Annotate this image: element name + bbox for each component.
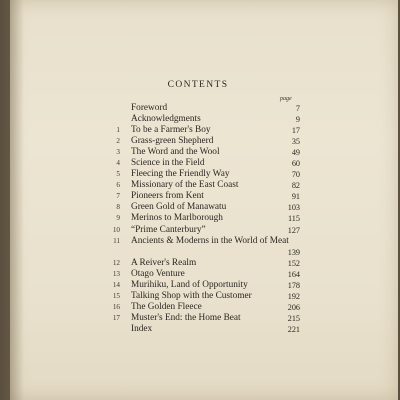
toc-entry <box>98 169 300 180</box>
chapter-page: 91 <box>291 192 300 202</box>
chapter-title: The Word and the Wool <box>131 147 220 158</box>
chapter-number: 6 <box>116 181 120 190</box>
chapter-title: Otago Venture <box>131 268 185 279</box>
chapter-number: 13 <box>112 269 120 278</box>
chapter-page: 215 <box>287 313 300 323</box>
chapter-title: Acknowledgments <box>131 114 201 125</box>
chapter-number: 14 <box>112 280 120 289</box>
chapter-title: To be a Farmer's Boy <box>131 125 211 136</box>
chapter-page: 139 <box>287 247 300 257</box>
chapter-number: 5 <box>116 170 120 179</box>
toc-entry <box>98 125 300 136</box>
toc-entry <box>98 258 300 269</box>
chapter-page: 178 <box>287 280 300 290</box>
chapter-title: Science in the Field <box>131 158 205 169</box>
chapter-number: 16 <box>112 302 120 311</box>
chapter-title: Missionary of the East Coast <box>131 180 239 191</box>
chapter-title: The Golden Fleece <box>131 301 202 312</box>
chapter-page: 192 <box>287 291 300 301</box>
chapter-title: Pioneers from Kent <box>131 191 204 202</box>
chapter-page: 164 <box>287 269 300 279</box>
toc-entry <box>98 291 300 302</box>
chapter-title: Talking Shop with the Customer <box>131 290 252 301</box>
chapter-page: 206 <box>287 302 300 312</box>
chapter-title: Merinos to Marlborough <box>131 213 223 224</box>
toc-entry <box>98 225 300 236</box>
toc-entry <box>98 114 300 125</box>
chapter-page: 82 <box>291 181 300 191</box>
chapter-number: 12 <box>112 258 120 267</box>
toc-entry <box>98 202 300 213</box>
book-page <box>10 0 398 400</box>
toc-entry <box>98 191 300 202</box>
chapter-number: 9 <box>116 214 120 223</box>
chapter-title: Murihiku, Land of Opportunity <box>131 279 248 290</box>
chapter-page: 17 <box>291 126 300 136</box>
toc-entry <box>98 103 300 114</box>
chapter-title: Grass-green Shepherd <box>131 136 214 147</box>
toc-entry <box>98 213 300 224</box>
chapter-page: 49 <box>291 148 300 158</box>
chapter-page: 152 <box>287 258 300 268</box>
chapter-page: 127 <box>287 225 300 235</box>
toc-entry <box>98 158 300 169</box>
chapter-title: Muster's End: the Home Beat <box>131 312 241 323</box>
chapter-page: 103 <box>287 203 300 213</box>
toc-entry <box>98 313 300 324</box>
chapter-page: 115 <box>288 214 300 224</box>
chapter-title: Index <box>131 323 153 334</box>
chapter-page: 9 <box>295 115 300 125</box>
contents-heading: CONTENTS <box>167 80 229 90</box>
chapter-number: 7 <box>116 192 120 201</box>
toc-entry <box>98 280 300 291</box>
page-column-label: page <box>280 96 292 102</box>
toc-entry <box>98 147 300 158</box>
chapter-title: Ancients & Moderns in the World of Meat <box>131 235 289 246</box>
chapter-number: 11 <box>113 236 120 245</box>
chapter-number: 17 <box>112 313 120 322</box>
chapter-page: 221 <box>287 324 300 334</box>
chapter-page: 35 <box>291 137 300 147</box>
chapter-number: 2 <box>116 137 120 146</box>
chapter-title: A Reiver's Realm <box>131 257 197 268</box>
chapter-number: 4 <box>116 159 120 168</box>
chapter-title: Green Gold of Manawatu <box>131 202 227 213</box>
chapter-page: 60 <box>291 159 300 169</box>
chapter-number: 1 <box>116 126 120 135</box>
toc-entry <box>98 236 300 258</box>
chapter-page: 7 <box>295 104 300 113</box>
chapter-number: 15 <box>112 291 120 300</box>
chapter-title: Fleecing the Friendly Way <box>131 169 230 180</box>
chapter-page: 70 <box>291 170 300 180</box>
chapter-number: 10 <box>112 225 120 234</box>
chapter-title: Foreword <box>131 103 168 113</box>
toc-entry <box>98 269 300 280</box>
chapter-number: 8 <box>116 203 120 212</box>
toc-entry <box>98 180 300 191</box>
toc-entry <box>98 324 300 335</box>
table-of-contents <box>98 103 300 335</box>
chapter-number: 3 <box>116 148 120 157</box>
chapter-title: “Prime Canterbury” <box>131 224 206 235</box>
toc-entry <box>98 136 300 147</box>
toc-entry <box>98 302 300 313</box>
